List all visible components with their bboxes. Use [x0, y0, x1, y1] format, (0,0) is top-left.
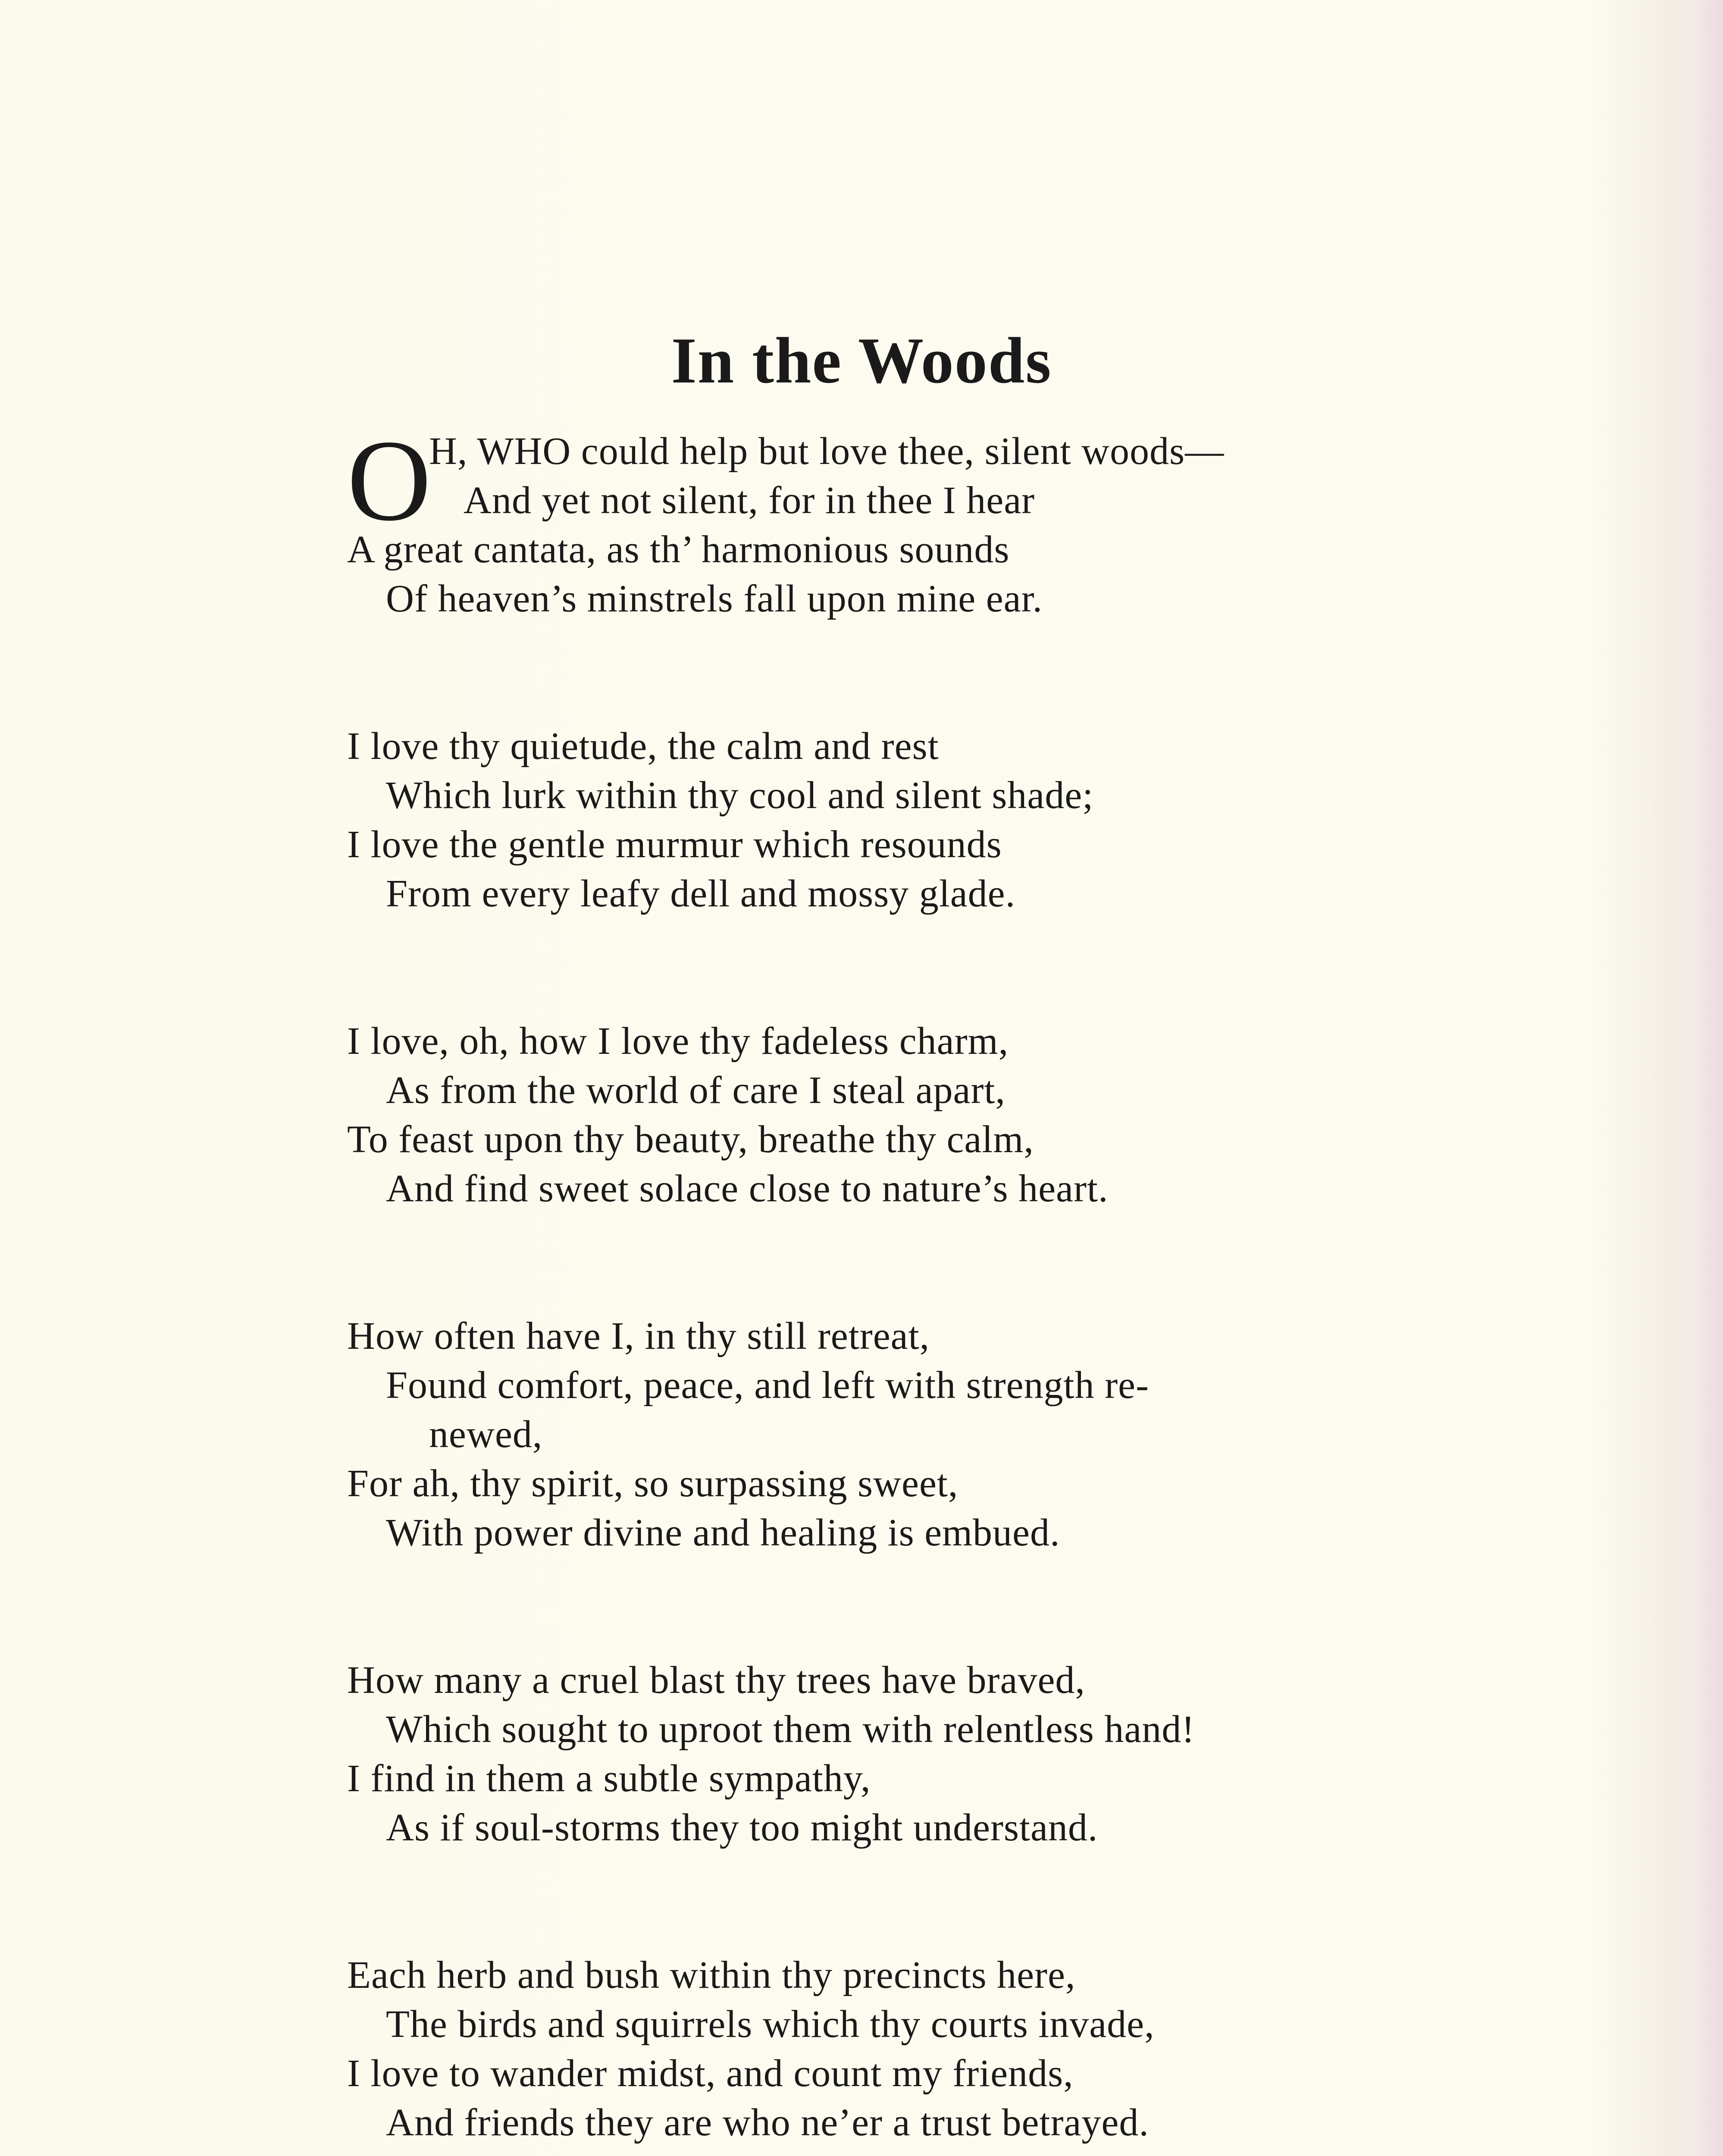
- poem-line: For ah, thy spirit, so surpassing sweet,: [347, 1462, 959, 1505]
- poem-line: Which lurk within thy cool and silent shade;: [386, 774, 1094, 817]
- stanza-3: [347, 1017, 1403, 1213]
- stanza-1: [347, 416, 1403, 624]
- poem-line: newed,: [429, 1413, 543, 1456]
- poem-line: Which sought to uproot them with relentless hand!: [386, 1708, 1195, 1751]
- stanza-5: [347, 1656, 1403, 1852]
- page-edge: [1697, 0, 1723, 2156]
- poem-line: How often have I, in thy still retreat,: [347, 1315, 930, 1357]
- poem-line: With power divine and healing is embued.: [386, 1511, 1060, 1554]
- poem-line: From every leafy dell and mossy glade.: [386, 872, 1016, 915]
- poem-line: A great cantata, as th’ harmonious sounds: [347, 528, 1010, 571]
- poem-line: To feast upon thy beauty, breathe thy calm,: [347, 1118, 1034, 1161]
- poem-line: Found comfort, peace, and left with strength re-: [386, 1364, 1149, 1407]
- poem-title: In the Woods: [671, 324, 1052, 397]
- poem-line: And friends they are who ne’er a trust betrayed.: [386, 2101, 1149, 2144]
- poem-line: I love the gentle murmur which resounds: [347, 823, 1002, 866]
- poem-line: As if soul-storms they too might understand.: [386, 1806, 1098, 1849]
- poem-line-text: H, WHO could help but love thee, silent woods—: [429, 430, 1225, 473]
- poem-line: I find in them a subtle sympathy,: [347, 1757, 871, 1800]
- stanza-2: [347, 722, 1403, 918]
- poem-line: As from the world of care I steal apart,: [386, 1069, 1006, 1112]
- poem-line: And find sweet solace close to nature’s heart.: [386, 1167, 1109, 1210]
- poem-body: [347, 416, 1403, 2156]
- poem-line: Of heaven’s minstrels fall upon mine ear.: [386, 577, 1043, 620]
- poem-line: And yet not silent, for in thee I hear: [464, 479, 1035, 522]
- poem-line: I love to wander midst, and count my friends,: [347, 2052, 1074, 2095]
- poem-line: The birds and squirrels which thy courts invade,: [386, 2003, 1155, 2046]
- stanza-6: [347, 1951, 1403, 2147]
- poem-line: How many a cruel blast thy trees have braved,: [347, 1659, 1085, 1702]
- poem-line: I love, oh, how I love thy fadeless charm,: [347, 1020, 1009, 1062]
- poem-line: Each herb and bush within thy precincts here,: [347, 1954, 1076, 1996]
- poem-line: I love thy quietude, the calm and rest: [347, 725, 939, 768]
- stanza-4: [347, 1312, 1403, 1557]
- drop-cap: O: [347, 416, 432, 545]
